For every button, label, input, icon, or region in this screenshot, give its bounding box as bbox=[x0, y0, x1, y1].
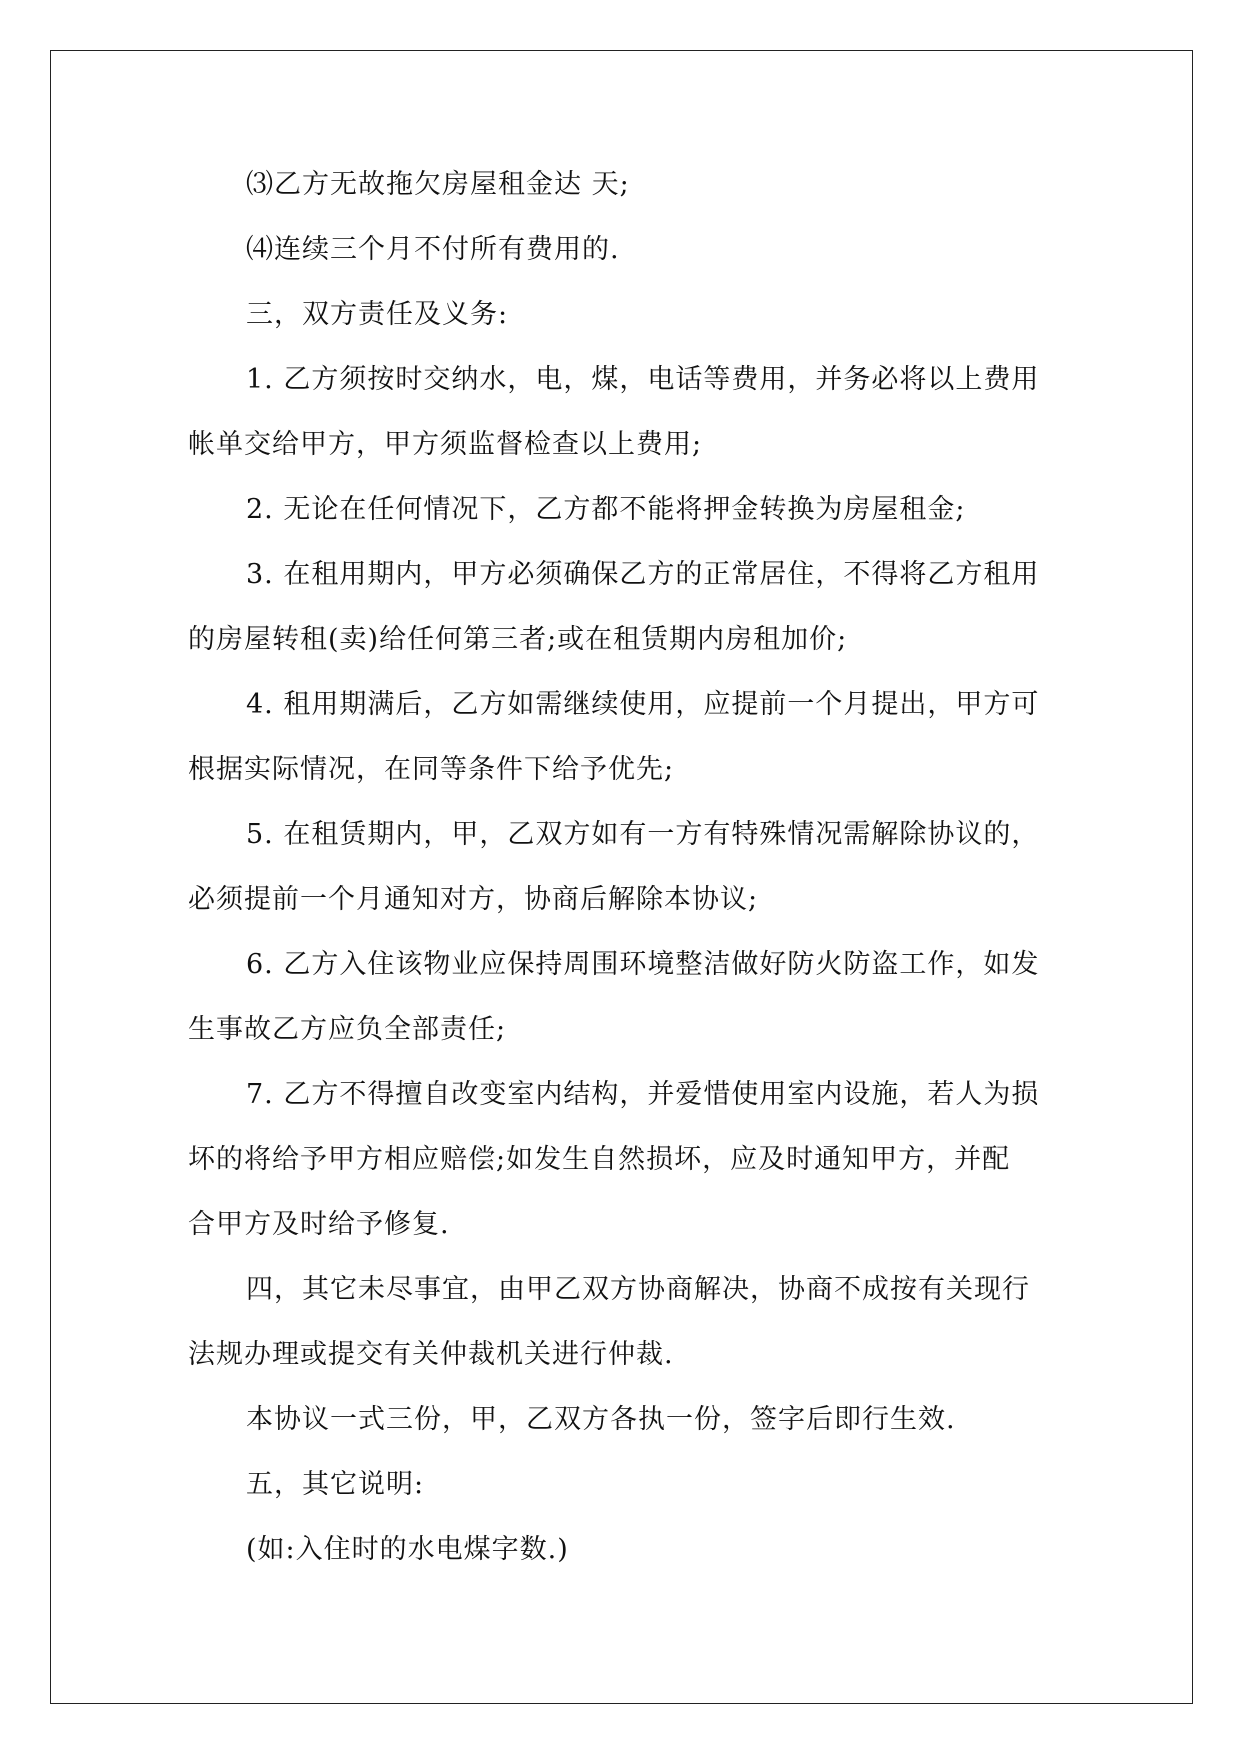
paragraph-line: ⑷连续三个月不付所有费用的. bbox=[246, 234, 620, 265]
paragraph-line: 坏的将给予甲方相应赔偿;如发生自然损坏，应及时通知甲方，并配 bbox=[188, 1144, 1011, 1175]
paragraph-line: 的房屋转租(卖)给任何第三者;或在租赁期内房租加价; bbox=[188, 624, 848, 655]
paragraph-line: 法规办理或提交有关仲裁机关进行仲裁. bbox=[188, 1339, 674, 1370]
paragraph-line: 合甲方及时给予修复. bbox=[188, 1209, 450, 1240]
paragraph-line: ⑶乙方无故拖欠房屋租金达 天; bbox=[246, 169, 630, 200]
paragraph-line: (如:入住时的水电煤字数.) bbox=[246, 1534, 569, 1565]
section-heading: 五，其它说明: bbox=[246, 1469, 425, 1500]
paragraph-line: 3. 在租用期内，甲方必须确保乙方的正常居住，不得将乙方租用 bbox=[246, 559, 1040, 590]
section-heading: 四，其它未尽事宜，由甲乙双方协商解决，协商不成按有关现行 bbox=[246, 1274, 1030, 1305]
section-heading: 三，双方责任及义务: bbox=[246, 299, 509, 330]
document-body bbox=[188, 152, 1060, 1582]
paragraph-line: 必须提前一个月通知对方，协商后解除本协议; bbox=[188, 884, 759, 915]
paragraph-line: 1. 乙方须按时交纳水，电，煤，电话等费用，并务必将以上费用 bbox=[246, 364, 1040, 395]
paragraph-line: 7. 乙方不得擅自改变室内结构，并爱惜使用室内设施，若人为损 bbox=[246, 1079, 1040, 1110]
paragraph-line: 4. 租用期满后，乙方如需继续使用，应提前一个月提出，甲方可 bbox=[246, 689, 1040, 720]
paragraph-line: 6. 乙方入住该物业应保持周围环境整洁做好防火防盗工作，如发 bbox=[246, 949, 1040, 980]
paragraph-line: 5. 在租赁期内，甲，乙双方如有一方有特殊情况需解除协议的， bbox=[246, 819, 1040, 850]
paragraph-line: 本协议一式三份，甲，乙双方各执一份，签字后即行生效. bbox=[246, 1404, 956, 1435]
paragraph-line: 帐单交给甲方，甲方须监督检查以上费用; bbox=[188, 429, 703, 460]
paragraph-line: 生事故乙方应负全部责任; bbox=[188, 1014, 507, 1045]
paragraph-line: 2. 无论在任何情况下，乙方都不能将押金转换为房屋租金; bbox=[246, 494, 966, 525]
paragraph-line: 根据实际情况，在同等条件下给予优先; bbox=[188, 754, 675, 785]
